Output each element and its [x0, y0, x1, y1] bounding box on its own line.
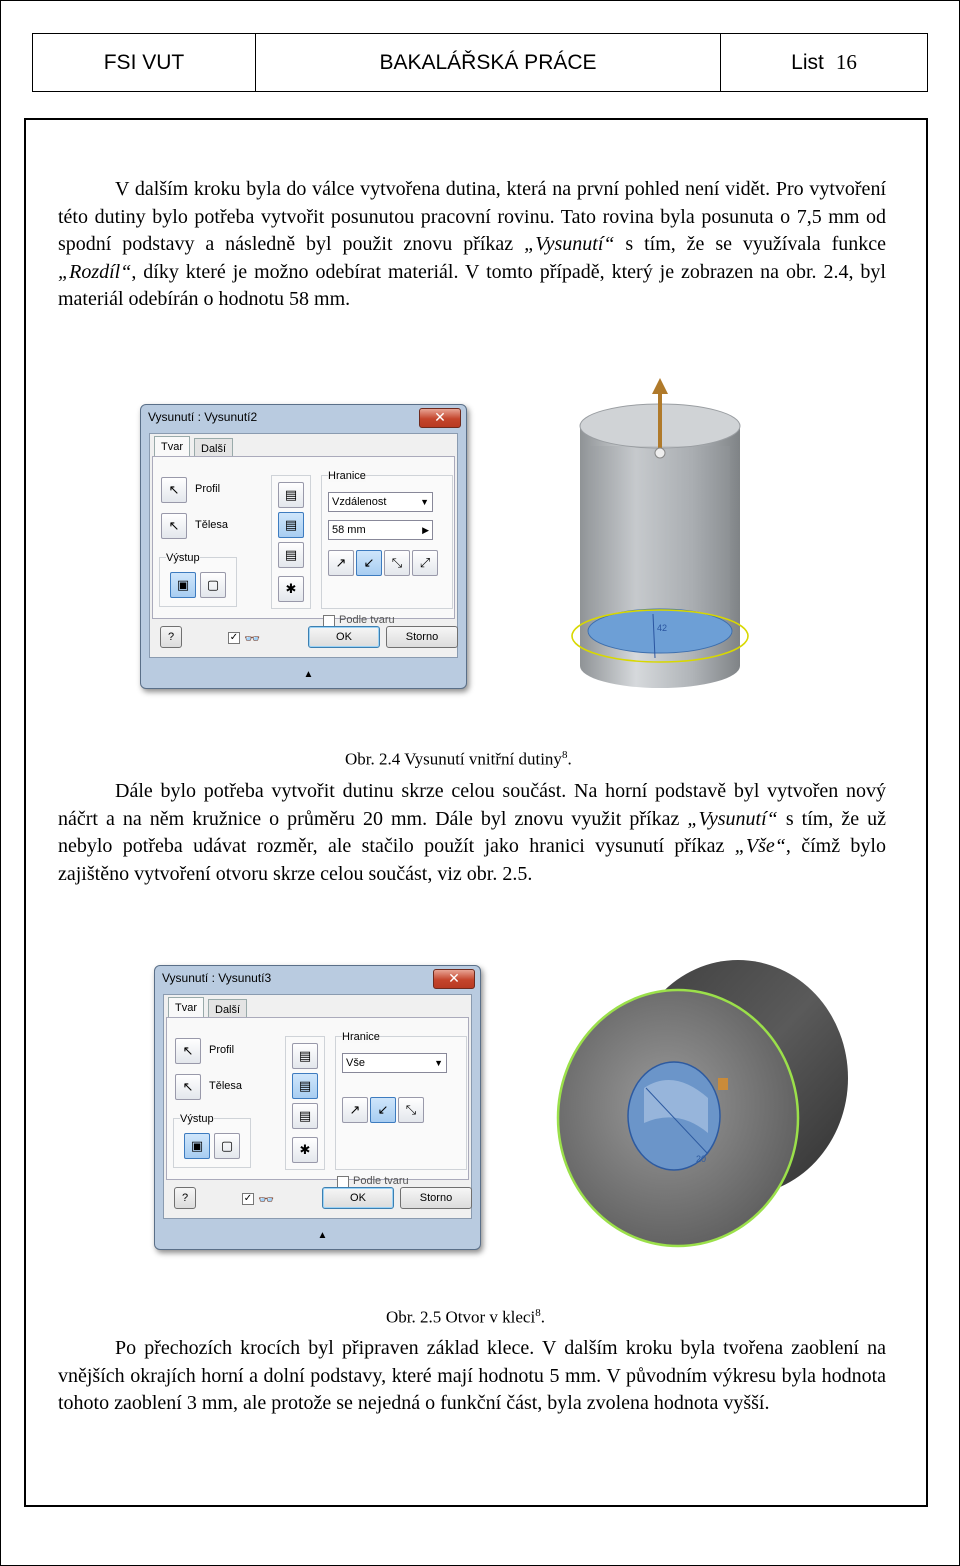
cut-button[interactable]	[292, 1073, 318, 1099]
extents-group	[335, 1031, 467, 1170]
cube-icon: ▣	[176, 577, 190, 592]
dialog-title: Vysunutí : Vysunutí2	[148, 410, 258, 424]
direction-icon: ↙	[363, 555, 375, 570]
ok-button[interactable]: OK	[308, 626, 380, 648]
match-shape-label: Podle tvaru	[353, 1175, 409, 1187]
cancel-button[interactable]: Storno	[400, 1187, 472, 1209]
cursor-icon: ↖	[182, 1079, 194, 1094]
tab-shape[interactable]: Tvar	[154, 436, 190, 457]
direction-icon: ↙	[377, 1102, 389, 1117]
header-page	[721, 34, 927, 91]
direction-arrow-icon[interactable]	[652, 378, 668, 394]
cube-icon: ▣	[190, 1138, 204, 1153]
new-solid-icon: ✱	[299, 1142, 311, 1157]
direction-2-button[interactable]	[356, 550, 382, 576]
symmetric-button[interactable]	[398, 1097, 424, 1123]
solids-label: Tělesa	[195, 519, 229, 531]
tab-more[interactable]: Další	[194, 438, 233, 457]
paragraph-1: V dalším kroku byla do válce vytvořena dutina, která na první pohled není vidět. Pro vytvoření této dutiny bylo potřeba vytvořit posunutou pracovní rovinu. Tato rovina byla posunuta o 7,5 mm od spodní podstavy a následně byl použit znovu příkaz „Vysunutí“ s tím, že se využívala funkce „Rozdíl“, díky které je možno odebírat materiál. V tomto případě, který je zobrazen na obr. 2.4, byl materiál odebírán o hodnotu 58 mm.	[58, 178, 886, 311]
direction-icon: ↗	[349, 1102, 361, 1117]
figure-caption-1: Obr. 2.4 Vysunutí vnitřní dutiny$^8$.	[345, 749, 572, 769]
cage-model	[548, 958, 858, 1254]
cylinder-model	[565, 376, 765, 696]
output-group	[159, 552, 237, 607]
cut-icon: ▤	[284, 517, 298, 532]
expand-arrow-icon[interactable]: ▲	[303, 669, 314, 680]
extrude-dialog-1	[140, 404, 467, 689]
header-page-number: 16	[835, 50, 857, 74]
tab-more[interactable]: Další	[208, 999, 247, 1018]
surface-output-button[interactable]	[214, 1133, 240, 1159]
operation-group	[271, 475, 311, 609]
tab-panel	[166, 1017, 469, 1187]
new-solid-button[interactable]	[292, 1137, 318, 1163]
chevron-right-icon: ▶	[422, 525, 429, 535]
profile-select-button[interactable]	[161, 477, 187, 503]
solid-output-button[interactable]	[170, 572, 196, 598]
join-icon: ▤	[284, 487, 298, 502]
symmetric-button[interactable]	[384, 550, 410, 576]
asymmetric-icon: ⤢	[419, 555, 431, 570]
profile-label: Profil	[195, 483, 221, 495]
cursor-icon: ↖	[168, 482, 180, 497]
direction-2-button[interactable]	[370, 1097, 396, 1123]
extrude-handle-icon[interactable]	[718, 1078, 728, 1090]
cancel-button[interactable]: Storno	[386, 626, 458, 648]
new-solid-icon: ✱	[285, 581, 297, 596]
chevron-down-icon: ▼	[420, 497, 429, 507]
new-solid-button[interactable]	[278, 576, 304, 602]
cut-button[interactable]	[278, 512, 304, 538]
intersect-icon: ▤	[298, 1108, 312, 1123]
glasses-icon: 👓	[258, 1192, 275, 1207]
dimension-label: 42	[657, 623, 668, 633]
operation-group	[285, 1036, 325, 1170]
solid-output-button[interactable]	[184, 1133, 210, 1159]
direction-icon: ↗	[335, 555, 347, 570]
cut-icon: ▤	[298, 1078, 312, 1093]
join-button[interactable]	[292, 1043, 318, 1069]
extent-type-select[interactable]: Vzdálenost ▼	[328, 492, 433, 512]
profile-label: Profil	[209, 1044, 235, 1056]
dialog-body	[163, 994, 472, 1219]
header-list-label: List	[791, 50, 824, 74]
match-shape-label: Podle tvaru	[339, 614, 395, 626]
intersect-button[interactable]	[278, 542, 304, 568]
arrow-handle[interactable]	[655, 448, 665, 458]
join-icon: ▤	[298, 1048, 312, 1063]
extents-label: Hranice	[328, 470, 366, 482]
dialog-body	[149, 433, 458, 658]
page-header	[32, 33, 928, 92]
expand-arrow-icon[interactable]: ▲	[317, 1230, 328, 1241]
preview-checkbox[interactable]: ✓	[229, 632, 239, 643]
ok-button[interactable]: OK	[322, 1187, 394, 1209]
output-group	[173, 1113, 251, 1168]
dimension-label: 20	[696, 1154, 707, 1164]
intersect-icon: ▤	[284, 547, 298, 562]
tab-shape[interactable]: Tvar	[168, 997, 204, 1018]
header-faculty: FSI VUT	[33, 34, 256, 91]
symmetric-icon: ⤡	[405, 1102, 417, 1117]
close-button[interactable]: ✕	[433, 969, 475, 989]
symmetric-icon: ⤡	[391, 555, 403, 570]
profile-select-button[interactable]	[175, 1038, 201, 1064]
paragraph-3: Po přechozích krocích byl připraven základ klece. V dalším kroku byla tvořena zaoblení na vnějších okrajích horní a dolní podstavy, které mají hodnotu 5 mm. V původním výkresu byla hodnota tohoto zaoblení 3 mm, ale protože se nejedná o funkční část, byla zvolena hodnota vyšší.	[58, 1337, 886, 1415]
direction-1-button[interactable]	[328, 550, 354, 576]
extents-group	[321, 470, 453, 609]
help-button[interactable]: ?	[160, 626, 182, 648]
direction-1-button[interactable]	[342, 1097, 368, 1123]
cube-outline-icon: ▢	[220, 1138, 234, 1153]
output-label: Výstup	[166, 552, 200, 564]
help-button[interactable]: ?	[174, 1187, 196, 1209]
distance-input[interactable]: 58 mm ▶	[328, 520, 433, 540]
cursor-icon: ↖	[182, 1043, 194, 1058]
cavity-walls	[590, 446, 730, 626]
surface-output-button[interactable]	[200, 572, 226, 598]
chevron-down-icon: ▼	[434, 1058, 443, 1068]
cube-outline-icon: ▢	[206, 577, 220, 592]
glasses-icon: 👓	[244, 631, 261, 646]
extrude-dialog-2	[154, 965, 481, 1250]
preview-checkbox[interactable]: ✓	[243, 1193, 253, 1204]
output-label: Výstup	[180, 1113, 214, 1125]
asymmetric-button[interactable]	[412, 550, 438, 576]
figure-caption-2: Obr. 2.5 Otvor v kleci$^8$.	[386, 1307, 545, 1327]
dialog-title: Vysunutí : Vysunutí3	[162, 971, 272, 985]
solids-label: Tělesa	[209, 1080, 243, 1092]
header-title: BAKALÁŘSKÁ PRÁCE	[256, 34, 721, 91]
tab-panel	[152, 456, 455, 626]
extent-type-select[interactable]: Vše ▼	[342, 1053, 447, 1073]
solids-select-button[interactable]	[175, 1074, 201, 1100]
solids-select-button[interactable]	[161, 513, 187, 539]
extents-label: Hranice	[342, 1031, 380, 1043]
close-button[interactable]: ✕	[419, 408, 461, 428]
intersect-button[interactable]	[292, 1103, 318, 1129]
cursor-icon: ↖	[168, 518, 180, 533]
paragraph-2: Dále bylo potřeba vytvořit dutinu skrze celou součást. Na horní podstavě byl vytvořen nový náčrt a na něm kružnice o průměru 20 mm. Dále byl znovu využit příkaz „Vysunutí“ s tím, že už nebylo potřeba udávat rozměr, ale stačilo použít jako hranici vysunutí příkaz „Vše“, čímž bylo zajištěno vytvoření otvoru skrze celou součást, viz obr. 2.5.	[58, 780, 886, 885]
join-button[interactable]	[278, 482, 304, 508]
